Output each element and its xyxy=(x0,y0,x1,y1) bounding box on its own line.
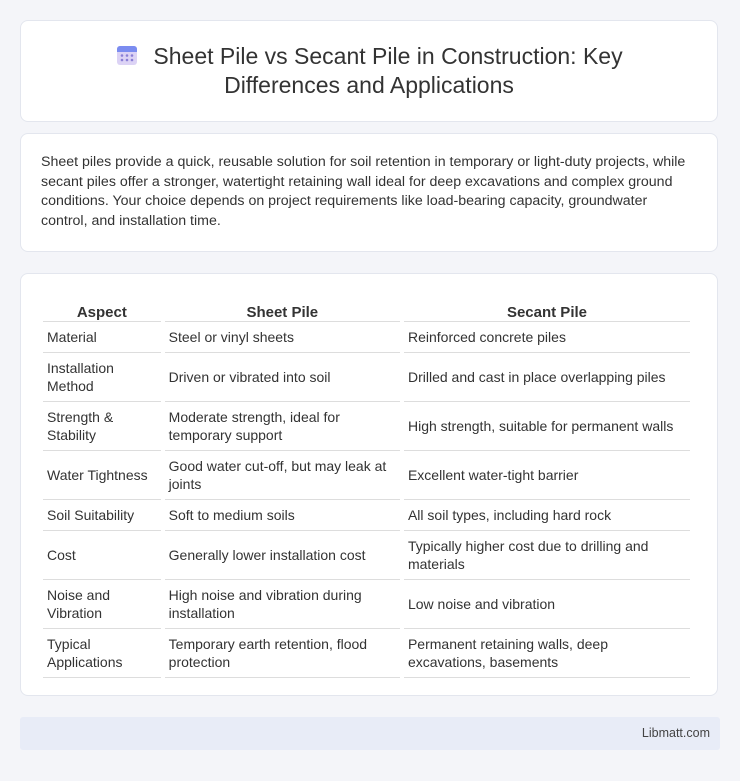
cell-sheet-pile: High noise and vibration during installation xyxy=(165,580,400,629)
table-header-row xyxy=(43,295,690,322)
page-title: Sheet Pile vs Secant Pile in Construction: Key Differences and Applications xyxy=(153,43,623,98)
table-row xyxy=(43,500,690,531)
cell-secant-pile: All soil types, including hard rock xyxy=(404,500,690,531)
cell-secant-pile: Reinforced concrete piles xyxy=(404,322,690,353)
page-title-wrap xyxy=(21,42,717,100)
cell-sheet-pile: Moderate strength, ideal for temporary support xyxy=(165,402,400,451)
cell-aspect: Cost xyxy=(43,531,161,580)
cell-secant-pile: Permanent retaining walls, deep excavations, basements xyxy=(404,629,690,678)
table-row xyxy=(43,353,690,402)
calendar-icon xyxy=(115,43,139,67)
table-row xyxy=(43,402,690,451)
cell-sheet-pile: Generally lower installation cost xyxy=(165,531,400,580)
table-row xyxy=(43,451,690,500)
cell-secant-pile: Excellent water-tight barrier xyxy=(404,451,690,500)
cell-sheet-pile: Steel or vinyl sheets xyxy=(165,322,400,353)
table-row xyxy=(43,322,690,353)
cell-aspect: Strength & Stability xyxy=(43,402,161,451)
cell-aspect: Water Tightness xyxy=(43,451,161,500)
cell-aspect: Soil Suitability xyxy=(43,500,161,531)
table-row xyxy=(43,629,690,678)
cell-aspect: Typical Applications xyxy=(43,629,161,678)
title-card xyxy=(20,20,718,122)
header-sheet-pile: Sheet Pile xyxy=(165,295,400,322)
cell-sheet-pile: Driven or vibrated into soil xyxy=(165,353,400,402)
cell-secant-pile: Drilled and cast in place overlapping piles xyxy=(404,353,690,402)
header-aspect: Aspect xyxy=(43,295,161,322)
cell-secant-pile: Low noise and vibration xyxy=(404,580,690,629)
cell-secant-pile: Typically higher cost due to drilling and materials xyxy=(404,531,690,580)
cell-aspect: Material xyxy=(43,322,161,353)
cell-sheet-pile: Good water cut-off, but may leak at joints xyxy=(165,451,400,500)
intro-card xyxy=(20,133,718,252)
cell-aspect: Noise and Vibration xyxy=(43,580,161,629)
cell-sheet-pile: Temporary earth retention, flood protection xyxy=(165,629,400,678)
table-row xyxy=(43,580,690,629)
cell-aspect: Installation Method xyxy=(43,353,161,402)
cell-sheet-pile: Soft to medium soils xyxy=(165,500,400,531)
cell-secant-pile: High strength, suitable for permanent walls xyxy=(404,402,690,451)
intro-text: Sheet piles provide a quick, reusable solution for soil retention in temporary or light-duty projects, while secant piles offer a stronger, watertight retaining wall ideal for deep excavations and complex ground conditions. Your choice depends on project requirements like load-bearing capacity, groundwater control, and installation time. xyxy=(41,154,686,229)
footer-source-link[interactable]: Libmatt.com xyxy=(641,726,710,740)
comparison-table xyxy=(39,295,694,678)
table-row xyxy=(43,531,690,580)
footer xyxy=(20,717,720,750)
header-secant-pile: Secant Pile xyxy=(404,295,690,322)
comparison-card xyxy=(20,273,718,696)
